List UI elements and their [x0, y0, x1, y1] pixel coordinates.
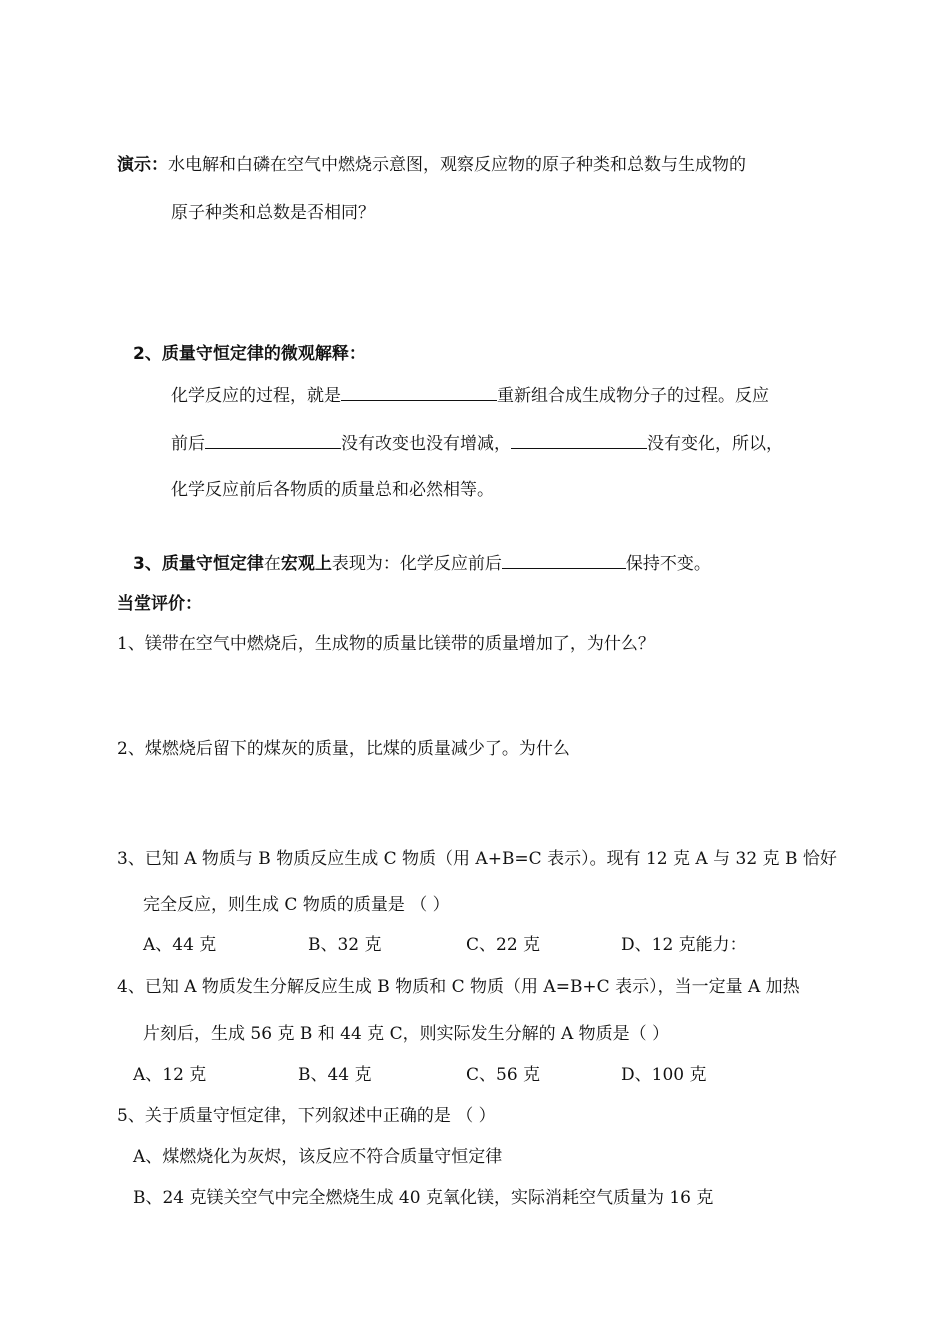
q4-option-c[interactable]: C、56 克	[466, 1065, 541, 1085]
section3-term-2: 宏观上	[280, 554, 332, 574]
fill-blank[interactable]	[502, 550, 626, 569]
section3-number: 3、	[133, 554, 162, 574]
question-5: 5、关于质量守恒定律，下列叙述中正确的是 （ ）	[117, 1106, 496, 1126]
section2-line-3: 化学反应前后各物质的质量总和必然相等。	[171, 480, 494, 500]
section2-line-2	[171, 430, 783, 456]
demo-text-1: 水电解和白磷在空气中燃烧示意图，观察反应物的原子种类和总数与生成物的	[168, 155, 746, 175]
text-segment: 前后	[171, 434, 205, 454]
question-1: 1、镁带在空气中燃烧后，生成物的质量比镁带的质量增加了，为什么？	[117, 634, 655, 654]
text-segment: 表现为：化学反应前后	[331, 554, 502, 574]
demo-line-1	[117, 153, 746, 177]
demo-label: 演示：	[117, 155, 168, 175]
q3-option-c[interactable]: C、22 克	[466, 935, 541, 955]
q3-option-a[interactable]: A、44 克	[143, 935, 217, 955]
q5-option-a[interactable]: A、煤燃烧化为灰烬，该反应不符合质量守恒定律	[133, 1147, 503, 1167]
fill-blank[interactable]	[341, 382, 497, 401]
text-segment: 没有变化，所以，	[647, 434, 783, 454]
text-segment: 没有改变也没有增减，	[341, 434, 511, 454]
q3-option-d[interactable]: D、12 克能力：	[621, 935, 747, 955]
demo-line-2: 原子种类和总数是否相同？	[171, 203, 375, 223]
q5-option-b[interactable]: B、24 克镁关空气中完全燃烧生成 40 克氧化镁，实际消耗空气质量为 16 克	[133, 1188, 714, 1208]
section3-term: 质量守恒定律	[161, 554, 264, 574]
evaluation-heading: 当堂评价：	[117, 594, 202, 614]
question-4-line-2: 片刻后，生成 56 克 B 和 44 克 C，则实际发生分解的 A 物质是（ ）	[143, 1024, 670, 1044]
fill-blank[interactable]	[511, 430, 647, 449]
section2-title: 2、质量守恒定律的微观解释：	[133, 344, 366, 364]
q3-option-b[interactable]: B、32 克	[308, 935, 382, 955]
question-4-line-1: 4、已知 A 物质发生分解反应生成 B 物质和 C 物质（用 A=B+C 表示），当一定量 A 加热	[117, 977, 800, 997]
text-segment: 在	[263, 554, 281, 574]
fill-blank[interactable]	[205, 430, 341, 449]
q4-option-d[interactable]: D、100 克	[621, 1065, 707, 1085]
q4-option-b[interactable]: B、44 克	[298, 1065, 372, 1085]
section3-line	[133, 550, 711, 576]
text-segment: 化学反应的过程，就是	[171, 386, 341, 406]
section2-line-1	[171, 382, 769, 408]
q4-option-a[interactable]: A、12 克	[133, 1065, 207, 1085]
text-segment: 重新组合成生成物分子的过程。反应	[497, 386, 769, 406]
question-3-line-1: 3、已知 A 物质与 B 物质反应生成 C 物质（用 A+B=C 表示）。现有 12 克 A 与 32 克 B 恰好	[117, 849, 837, 869]
text-segment: 保持不变。	[625, 554, 711, 574]
question-3-line-2: 完全反应，则生成 C 物质的质量是 （ ）	[143, 895, 450, 915]
question-2: 2、煤燃烧后留下的煤灰的质量，比煤的质量减少了。为什么	[117, 739, 570, 759]
